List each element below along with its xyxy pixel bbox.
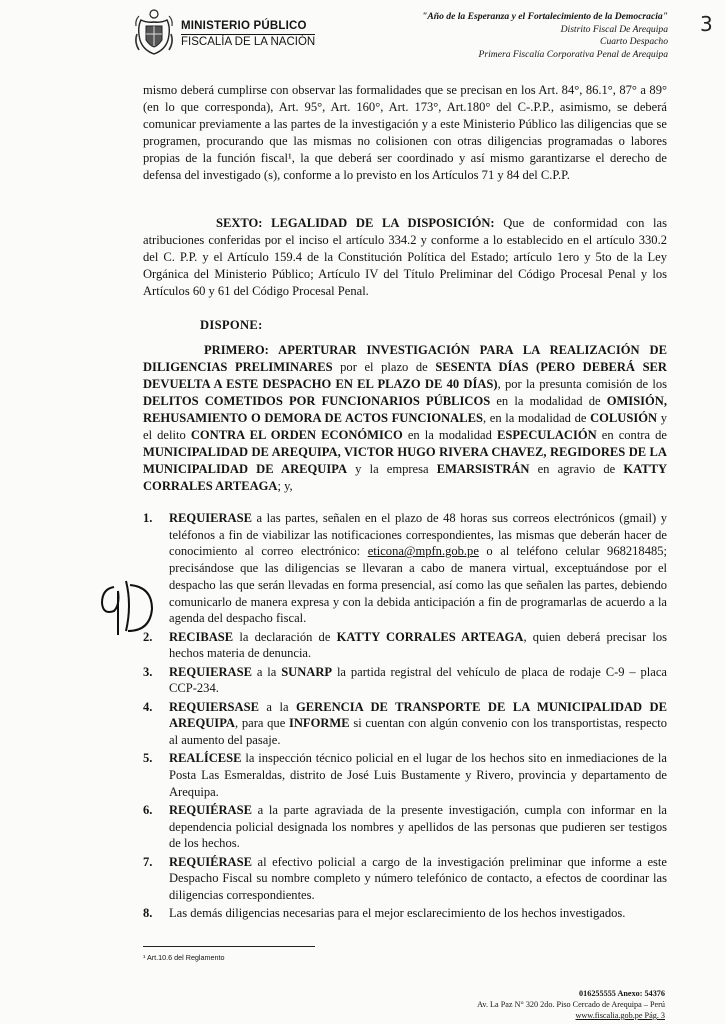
paragraph-sexto [143, 215, 667, 300]
list-item [143, 802, 667, 852]
ministry-name: MINISTERIO PÚBLICO [181, 20, 307, 32]
item-number: 6. [143, 802, 153, 817]
fiscalia-name: Primera Fiscalía Corporativa Penal de Arequipa [478, 48, 668, 60]
item-verb: REQUIÉRASE [169, 802, 252, 817]
handwritten-page-number: 3 [700, 12, 713, 36]
item-verb: RECIBASE [169, 629, 234, 644]
email-link[interactable]: eticona@mpfn.gob.pe [367, 544, 479, 559]
sexto-title: SEXTO: LEGALIDAD DE LA DISPOSICIÓN: [216, 216, 495, 230]
footer-address: Av. La Paz N° 320 2do. Piso Cercado de Arequipa – Perú [477, 1000, 665, 1009]
primero-text: en agravio de [529, 462, 624, 476]
item-text: , quien deberá precisar los hechos materia de denuncia. [169, 629, 667, 661]
primero-bold: EMARSISTRÁN [436, 462, 530, 476]
list-item [143, 699, 667, 749]
item-text: a las partes, señalen en el plazo de 48 horas sus correos electrónicos (gmail) y teléfonos a fin de viabilizar las notificaciones correspondientes, las mismas que deberán hacer de conocimiento al correo electrónico: [169, 511, 667, 559]
footer-website-link[interactable]: www.fiscalia.gob.pe [575, 1011, 643, 1020]
coat-of-arms-logo [133, 6, 175, 58]
item-verb: REALÍCESE [169, 751, 242, 766]
item-text: o al teléfono celular 968218485; precisándose que las diligencias se llevaran a cabo de manera virtual, exceptuándose por el despacho las que serán llevadas en forma presencial, así como las que señalen las partes, debiendo comunicarlo de manera expresa y con la debida anticipación a fin de programarlas de acuerdo a la agenda del despacho fiscal. [169, 544, 667, 626]
item-text: la inspección técnico policial en el lugar de los hechos sito en inmediaciones de la Posta Las Esmeraldas, distrito de José Luis Bustamente y Rivero, provincia y departamento de Arequipa. [169, 751, 667, 799]
primero-text: en contra de [596, 428, 667, 442]
footer-web-and-page [477, 1010, 665, 1021]
primero-bold: COLUSIÓN [590, 411, 658, 425]
item-number: 4. [143, 699, 153, 714]
list-item [143, 510, 667, 627]
item-bold: SUNARP [281, 664, 333, 679]
ministry-name-block [181, 20, 315, 49]
primero-bold: SESENTA DÍAS (PERO DEBERÁ SER DEVUELTA A ESTE DESPACHO EN EL PLAZO DE 40 DÍAS) [143, 360, 667, 391]
item-text: la partida registral del vehículo de placa de rodaje C-9 – placa CCP-234. [169, 664, 667, 696]
primero-bold: KATTY CORRALES ARTEAGA [143, 462, 667, 493]
paragraph-formalities: mismo deberá cumplirse con observar las formalidades que se precisan en los Art. 84°, 86.1°, 87° a 89°(en lo que corresponda), Art. 95°, Art. 160°, Art. 173°, Art.180° del C-.P.P., asimismo, se deberá comunicar previamente a las partes de la investigación y a este Ministerio Público las diligencias que se programen, procurando que las mismas no colisionen con otras diligencias programadas o labores propias de la función fiscal¹, la que deberá ser coordinado y así mismo garantizarse el derecho de defensa del investigado (s), conforme a lo previsto en los Artículos 71 y 84 del C.P.P. [143, 83, 667, 182]
item-number: 1. [143, 511, 153, 525]
district-name: Distrito Fiscal De Arequipa [560, 23, 668, 35]
list-item [143, 664, 667, 697]
primero-bold: CONTRA EL ORDEN ECONÓMICO [190, 428, 403, 442]
footer-phone: 016255555 Anexo: 54376 [579, 989, 665, 998]
item-number: 5. [143, 751, 153, 766]
year-motto: "Año de la Esperanza y el Fortalecimiento de la Democracia" [422, 11, 668, 22]
item-verb: REQUIERASE [169, 511, 252, 525]
item-text: Las demás diligencias necesarias para el mejor esclarecimiento de los hechos investigados. [169, 906, 626, 921]
primero-text: en la modalidad de [490, 394, 607, 408]
primero-text: por el plazo de [332, 360, 436, 374]
item-text: , para que [235, 716, 289, 731]
item-bold: KATTY CORRALES ARTEAGA [336, 629, 524, 644]
primero-bold: PRIMERO: APERTURAR INVESTIGACIÓN PARA LA REALIZACIÓN DE DILIGENCIAS PRELIMINARES [143, 343, 667, 374]
list-item [143, 905, 667, 922]
item-number: 7. [143, 854, 153, 869]
item-verb: REQUIERSASE [169, 699, 259, 714]
item-number: 2. [143, 629, 153, 644]
primero-text: , por la presunta comisión de los [497, 377, 667, 391]
office-name: Cuarto Despacho [600, 36, 668, 48]
item-verb: REQUIERASE [169, 664, 252, 679]
item-text: a la [251, 664, 282, 679]
list-item [143, 854, 667, 904]
dispone-heading: DISPONE: [200, 318, 263, 332]
list-item [143, 629, 667, 662]
item-text: a la parte agraviada de la presente investigación, cumpla con informar en la dependencia policial designada los nombres y apellidos de las personas que pudieren ser testigos de los hechos. [169, 802, 667, 851]
list-item [143, 750, 667, 800]
item-number: 3. [143, 664, 153, 679]
item-verb: REQUIÉRASE [169, 854, 252, 869]
primero-bold: DELITOS COMETIDOS POR FUNCIONARIOS PÚBLICOS [143, 394, 491, 408]
handwritten-initials-signature [96, 575, 158, 639]
item-bold: GERENCIA DE TRANSPORTE DE LA MUNICIPALIDAD DE AREQUIPA [169, 699, 667, 731]
item-text: si cuentan con algún convenio con los transportistas, respecto al aumento del pasaje. [169, 716, 667, 747]
footnote: ¹ Art.10.6 del Reglamento [143, 953, 225, 962]
sexto-text: Que de conformidad con las atribuciones conferidas por el inciso el artículo 334.2 y conforme a lo establecido en el artículo 330.2 del C. P.P. y el Artículo 159.4 de la Constitución Política del Estado; artículo 1ero y 5to de la Ley Orgánica del Ministerio Público; Artículo IV del Título Preliminar del Código Procesal Penal y los Artículos 60 y 61 del Código Procesal Penal. [143, 216, 667, 298]
item-text: al efectivo policial a cargo de la investigación preliminar que informe a este Despacho Fiscal su nombre completo y número telefónico de contacto, a efectos de coordinar las diligencias correspondientes. [169, 854, 667, 903]
item-text: la declaración de [233, 629, 337, 644]
item-text: a la [258, 699, 297, 714]
page-footer [477, 988, 665, 1021]
primero-text: ; y, [277, 479, 293, 493]
primero-bold: MUNICIPALIDAD DE AREQUIPA, VICTOR HUGO RIVERA CHAVEZ, REGIDORES DE LA MUNICIPALIDAD DE AREQUIPA [143, 445, 667, 476]
primero-text: , en la modalidad de [482, 411, 591, 425]
primero-bold: ESPECULACIÓN [496, 428, 597, 442]
header-office-info [422, 11, 668, 61]
footer-page-number: Pág. 3 [642, 1011, 665, 1020]
primero-text: y el delito [143, 411, 667, 442]
primero-bold: OMISIÓN, REHUSAMIENTO O DEMORA DE ACTOS FUNCIONALES [143, 394, 668, 425]
item-number: 8. [143, 906, 153, 921]
primero-text: en la modalidad [402, 428, 497, 442]
item-bold: INFORME [288, 716, 350, 731]
paragraph-primero [143, 342, 667, 495]
ministry-subtitle: FISCALÍA DE LA NACIÓN [181, 36, 316, 48]
primero-text: y la empresa [347, 462, 437, 476]
footnote-divider [143, 946, 315, 947]
dispone-item-list [143, 510, 667, 924]
